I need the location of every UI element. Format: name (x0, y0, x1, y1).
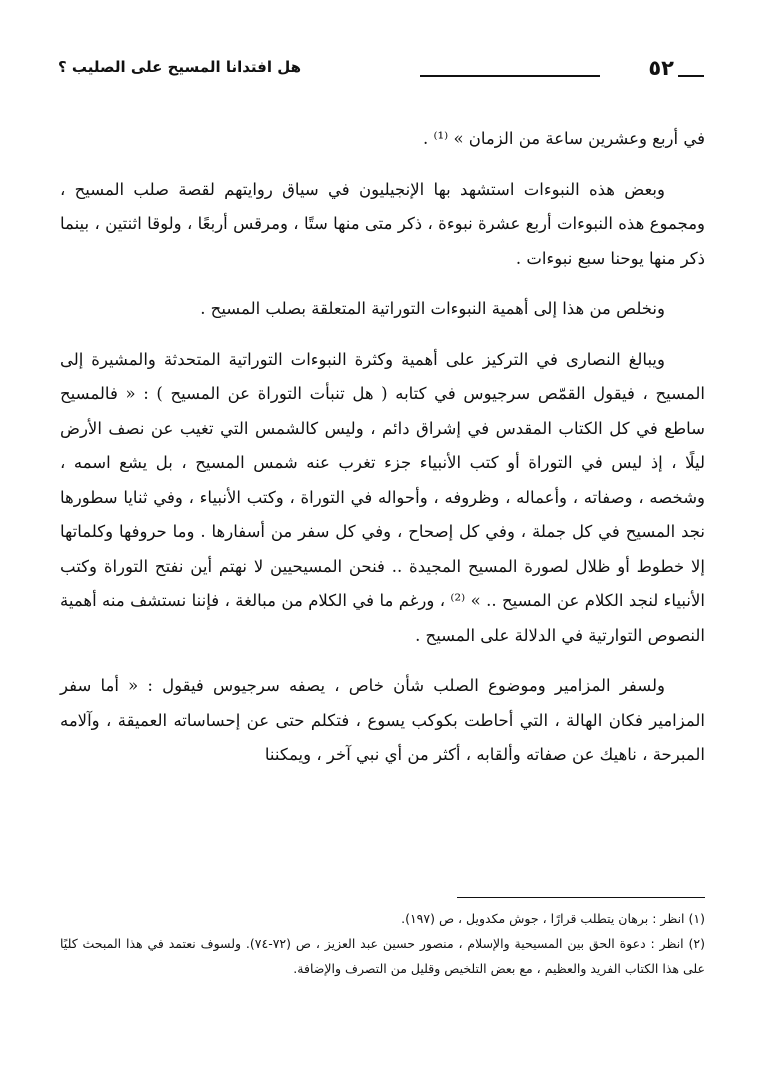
paragraph: ويبالغ النصارى في التركيز على أهمية وكثرة النبوءات التوراتية المتحدثة والمشيرة إلى المسيح ، فيقول القمّص سرجيوس في كتابه ( هل تنبأت التوراة عن المسيح ) : « فالمسيح ساطع في كل الكتاب المقدس في إشراق دائم ، وليس كالشمس التي تغيب عن نصف الأرض ليلًا ، إذ ليس في التوراة أو كتب الأنبياء جزء تغرب عنه شمس المسيح ، بل يشع اسمه ، وشخصه ، وصفاته ، وأعماله ، وظروفه ، وأحواله في التوراة ، وكتب الأنبياء ، وفي ثنايا سطورها نجد المسيح في كل جملة ، وفي كل إصحاح ، وفي كل سفر من أسفارها . وما حروفها وكلماتها إلا خطوط أو ظلال لصورة المسيح المجيدة .. فنحن المسيحيين لا نهتم أين نفتح التوراة وكتب الأنبياء لنجد الكلام عن المسيح .. » ⁽²⁾ ، ورغم ما في الكلام من مبالغة ، فإننا نستشف منه أهمية النصوص التوارتية في الدلالة على المسيح . (60, 349, 705, 645)
footnotes (60, 906, 705, 981)
paragraph: ونخلص من هذا إلى أهمية النبوءات التوراتية المتعلقة بصلب المسيح . (200, 299, 665, 318)
footnote: (١) انظر : برهان يتطلب قرارًا ، جوش مكدويل ، ص (١٩٧). (401, 911, 705, 926)
header-rule (678, 75, 704, 77)
paragraph: في أربع وعشرين ساعة من الزمان » ⁽¹⁾ . (422, 129, 705, 148)
body-text (60, 122, 705, 789)
footnote: (٢) انظر : دعوة الحق بين المسيحية والإسلام ، منصور حسين عبد العزيز ، ص (٧٢-٧٤). ولسوف نعتمد في هذا المبحث كليًا على هذا الكتاب الفريد والعظيم ، مع بعض التلخيص وقليل من التصرف والإضافة. (60, 936, 705, 976)
page-number: ٥٢ (648, 56, 674, 80)
header-rule (420, 75, 600, 77)
footnote-divider (457, 897, 705, 898)
running-header (58, 50, 704, 84)
paragraph: ولسفر المزامير وموضوع الصلب شأن خاص ، يصفه سرجيوس فيقول : « أما سفر المزامير فكان الهالة ، التي أحاطت بكوكب يسوع ، فتكلم حتى عن إحساساته العميقة ، وآلامه المبرحة ، ناهيك عن صفاته وألقابه ، أكثر من أي نبي آخر ، ويمكننا (60, 676, 705, 764)
paragraph: وبعض هذه النبوءات استشهد بها الإنجيليون في سياق روايتهم لقصة صلب المسيح ، ومجموع هذه النبوءات أربع عشرة نبوءة ، ذكر متى منها ستًا ، ومرقس أربعًا ، ولوقا اثنتين ، بينما ذكر منها يوحنا سبع نبوءات . (60, 179, 705, 268)
running-title: هل افتدانا المسيح على الصليب ؟ (58, 58, 302, 76)
